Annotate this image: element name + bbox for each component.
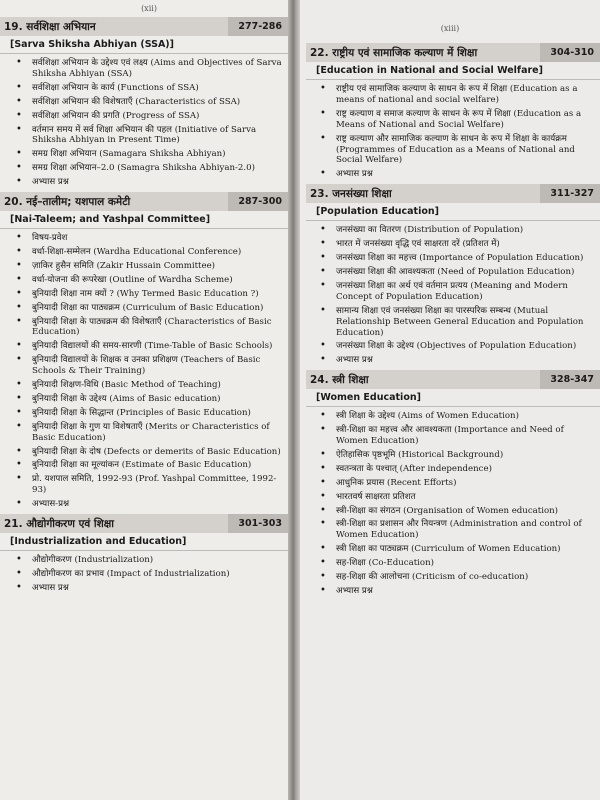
toc-item: • बुनियादी शिक्षा नाम क्यों ? (Why Termed Basic Education ?)	[16, 289, 282, 300]
toc-item: • सर्वशिक्षा अभियान की विशेषताएँ (Characteristics of SSA)	[16, 97, 282, 108]
toc-item: • अभ्यास प्रश्न	[16, 177, 282, 188]
toc-item: • भारत में जनसंख्या वृद्धि एवं साक्षरता दरें (प्रतिशत में)	[320, 239, 594, 250]
section-subtitle: [Sarva Shiksha Abhiyan (SSA)]	[0, 36, 288, 54]
toc-section	[0, 192, 288, 510]
toc-item: • स्त्री शिक्षा का पाठ्यक्रम (Curriculum of Women Education)	[320, 544, 594, 555]
toc-item: • वर्धा-शिक्षा-सम्मेलन (Wardha Educational Conference)	[16, 247, 282, 258]
section-page-range: 304-310	[540, 43, 600, 62]
toc-item: • स्त्री शिक्षा के उद्देश्य (Aims of Women Education)	[320, 411, 594, 422]
toc-item: • वर्धा-योजना की रूपरेखा (Outline of Wardha Scheme)	[16, 275, 282, 286]
section-page-range: 287-300	[228, 192, 288, 211]
right-sections	[300, 43, 600, 597]
toc-item: • प्रो. यशपाल समिति, 1992-93 (Prof. Yashpal Committee, 1992-93)	[16, 474, 282, 496]
toc-item: • वर्तमान समय में सर्व शिक्षा अभियान की पहल (Initiative of Sarva Shiksha Abhiyan in Present Time)	[16, 125, 282, 147]
page-number: (xii)	[141, 4, 157, 13]
toc-item: • बुनियादी विद्यालयों की समय-सारणी (Time-Table of Basic Schools)	[16, 341, 282, 352]
section-items	[0, 58, 288, 188]
toc-item: • जनसंख्या का वितरण (Distribution of Population)	[320, 225, 594, 236]
section-items	[0, 233, 288, 510]
book-gutter	[288, 0, 300, 800]
section-page-range: 311-327	[540, 184, 600, 203]
section-subtitle: [Industrialization and Education]	[0, 533, 288, 551]
toc-item: • जनसंख्या शिक्षा के उद्देश्य (Objectives of Population Education)	[320, 341, 594, 352]
section-items	[0, 555, 288, 594]
page-number: (xiii)	[440, 24, 460, 33]
section-items	[306, 225, 600, 366]
section-subtitle: [Nai-Taleem; and Yashpal Committee]	[0, 211, 288, 229]
toc-item: • समग्र शिक्षा अभियान–2.0 (Samagra Shiksha Abhiyan-2.0)	[16, 163, 282, 174]
section-subtitle: [Population Education]	[306, 203, 600, 221]
toc-item: • बुनियादी विद्यालयों के शिक्षक व उनका प्रशिक्षण (Teachers of Basic Schools & Their Training)	[16, 355, 282, 377]
toc-item: • अभ्यास प्रश्न	[320, 355, 594, 366]
toc-item: • बुनियादी शिक्षा का पाठ्यक्रम (Curriculum of Basic Education)	[16, 303, 282, 314]
toc-item: • जनसंख्या शिक्षा की आवश्यकता (Need of Population Education)	[320, 267, 594, 278]
toc-item: • बुनियादी शिक्षा के पाठ्यक्रम की विशेषताएँ (Characteristics of Basic Education)	[16, 317, 282, 339]
toc-item: • भारतवर्ष साक्षरता प्रतिशत	[320, 492, 594, 503]
toc-item: • सह-शिक्षा की आलोचना (Criticism of co-education)	[320, 572, 594, 583]
section-title: 23. जनसंख्या शिक्षा	[306, 184, 600, 203]
toc-item: • स्त्री-शिक्षा का महत्त्व और आवश्यकता (Importance and Need of Women Education)	[320, 425, 594, 447]
section-subtitle: [Women Education]	[306, 389, 600, 407]
section-page-range: 277-286	[228, 17, 288, 36]
section-title: 19. सर्वशिक्षा अभियान	[0, 17, 288, 36]
toc-section	[306, 370, 600, 597]
toc-item: • स्वतन्त्रता के पश्चात् (After independence)	[320, 464, 594, 475]
section-title: 20. नई–तालीम; यशपाल कमेटी	[0, 192, 288, 211]
section-title: 24. स्त्री शिक्षा	[306, 370, 600, 389]
section-header	[306, 43, 600, 80]
toc-item: • ऐतिहासिक पृष्ठभूमि (Historical Background)	[320, 450, 594, 461]
toc-item: • राष्ट्र कल्याण व समाज कल्याण के साधन के रूप में शिक्षा (Education as a Means of National and Social Welfare)	[320, 109, 594, 131]
section-title: 22. राष्ट्रीय एवं सामाजिक कल्याण में शिक्षा	[306, 43, 600, 62]
toc-item: • बुनियादी शिक्षा का मूल्यांकन (Estimate of Basic Education)	[16, 460, 282, 471]
section-header	[0, 17, 288, 54]
toc-section	[0, 17, 288, 188]
section-subtitle: [Education in National and Social Welfare]	[306, 62, 600, 80]
toc-item: • बुनियादी शिक्षा के सिद्धान्त (Principles of Basic Education)	[16, 408, 282, 419]
toc-item: • सर्वशिक्षा अभियान के कार्य (Functions of SSA)	[16, 83, 282, 94]
section-items	[306, 84, 600, 180]
toc-item: • सामान्य शिक्षा एवं जनसंख्या शिक्षा का पारस्परिक सम्बन्ध (Mutual Relationship Between General Education and Population Education)	[320, 306, 594, 339]
toc-item: • जनसंख्या शिक्षा का महत्त्व (Importance of Population Education)	[320, 253, 594, 264]
toc-item: • अभ्यास प्रश्न	[320, 586, 594, 597]
toc-item: • स्त्री-शिक्षा का प्रशासन और नियन्त्रण (Administration and control of Women Education)	[320, 519, 594, 541]
left-page	[0, 0, 288, 800]
toc-item: • स्त्री-शिक्षा का संगठन (Organisation of Women education)	[320, 506, 594, 517]
section-title: 21. औद्योगीकरण एवं शिक्षा	[0, 514, 288, 533]
toc-section	[306, 43, 600, 180]
toc-item: • सह-शिक्षा (Co-Education)	[320, 558, 594, 569]
section-header	[306, 370, 600, 407]
toc-item: • औद्योगीकरण (Industrialization)	[16, 555, 282, 566]
toc-item: • अभ्यास प्रश्न	[16, 583, 282, 594]
section-page-range: 328-347	[540, 370, 600, 389]
section-items	[306, 411, 600, 597]
section-header	[306, 184, 600, 221]
toc-item: • विषय-प्रवेश	[16, 233, 282, 244]
toc-item: • अभ्यास-प्रश्न	[16, 499, 282, 510]
toc-item: • समग्र शिक्षा अभियान (Samagara Shiksha Abhiyan)	[16, 149, 282, 160]
toc-item: • बुनियादी शिक्षा के दोष (Defects or demerits of Basic Education)	[16, 447, 282, 458]
toc-item: • बुनियादी शिक्षण-विधि (Basic Method of Teaching)	[16, 380, 282, 391]
toc-item: • जनसंख्या शिक्षा का अर्थ एवं वर्तमान प्रत्यय (Meaning and Modern Concept of Population Education)	[320, 281, 594, 303]
toc-item: • औद्योगीकरण का प्रभाव (Impact of Industrialization)	[16, 569, 282, 580]
toc-item: • ज़ाकिर हुसैन समिति (Zakir Hussain Committee)	[16, 261, 282, 272]
toc-section	[306, 184, 600, 366]
toc-item: • सर्वशिक्षा अभियान के उद्देश्य एवं लक्ष्य (Aims and Objectives of Sarva Shiksha Abhiyan (SSA)	[16, 58, 282, 80]
left-sections	[0, 17, 288, 594]
toc-item: • राष्ट्र कल्याण और सामाजिक कल्याण के साधन के रूप में शिक्षा के कार्यक्रम (Programmes of Education as a Means of National and Social Welfare)	[320, 134, 594, 167]
toc-item: • अभ्यास प्रश्न	[320, 169, 594, 180]
toc-item: • बुनियादी शिक्षा के गुण या विशेषताएँ (Merits or Characteristics of Basic Education)	[16, 422, 282, 444]
toc-item: • राष्ट्रीय एवं सामाजिक कल्याण के साधन के रूप में शिक्षा (Education as a means of national and social welfare)	[320, 84, 594, 106]
toc-section	[0, 514, 288, 594]
toc-item: • बुनियादी शिक्षा के उद्देश्य (Aims of Basic education)	[16, 394, 282, 405]
section-header	[0, 192, 288, 229]
right-page	[300, 0, 600, 800]
section-header	[0, 514, 288, 551]
toc-item: • आधुनिक प्रयास (Recent Efforts)	[320, 478, 594, 489]
toc-item: • सर्वशिक्षा अभियान की प्रगति (Progress of SSA)	[16, 111, 282, 122]
section-page-range: 301-303	[228, 514, 288, 533]
